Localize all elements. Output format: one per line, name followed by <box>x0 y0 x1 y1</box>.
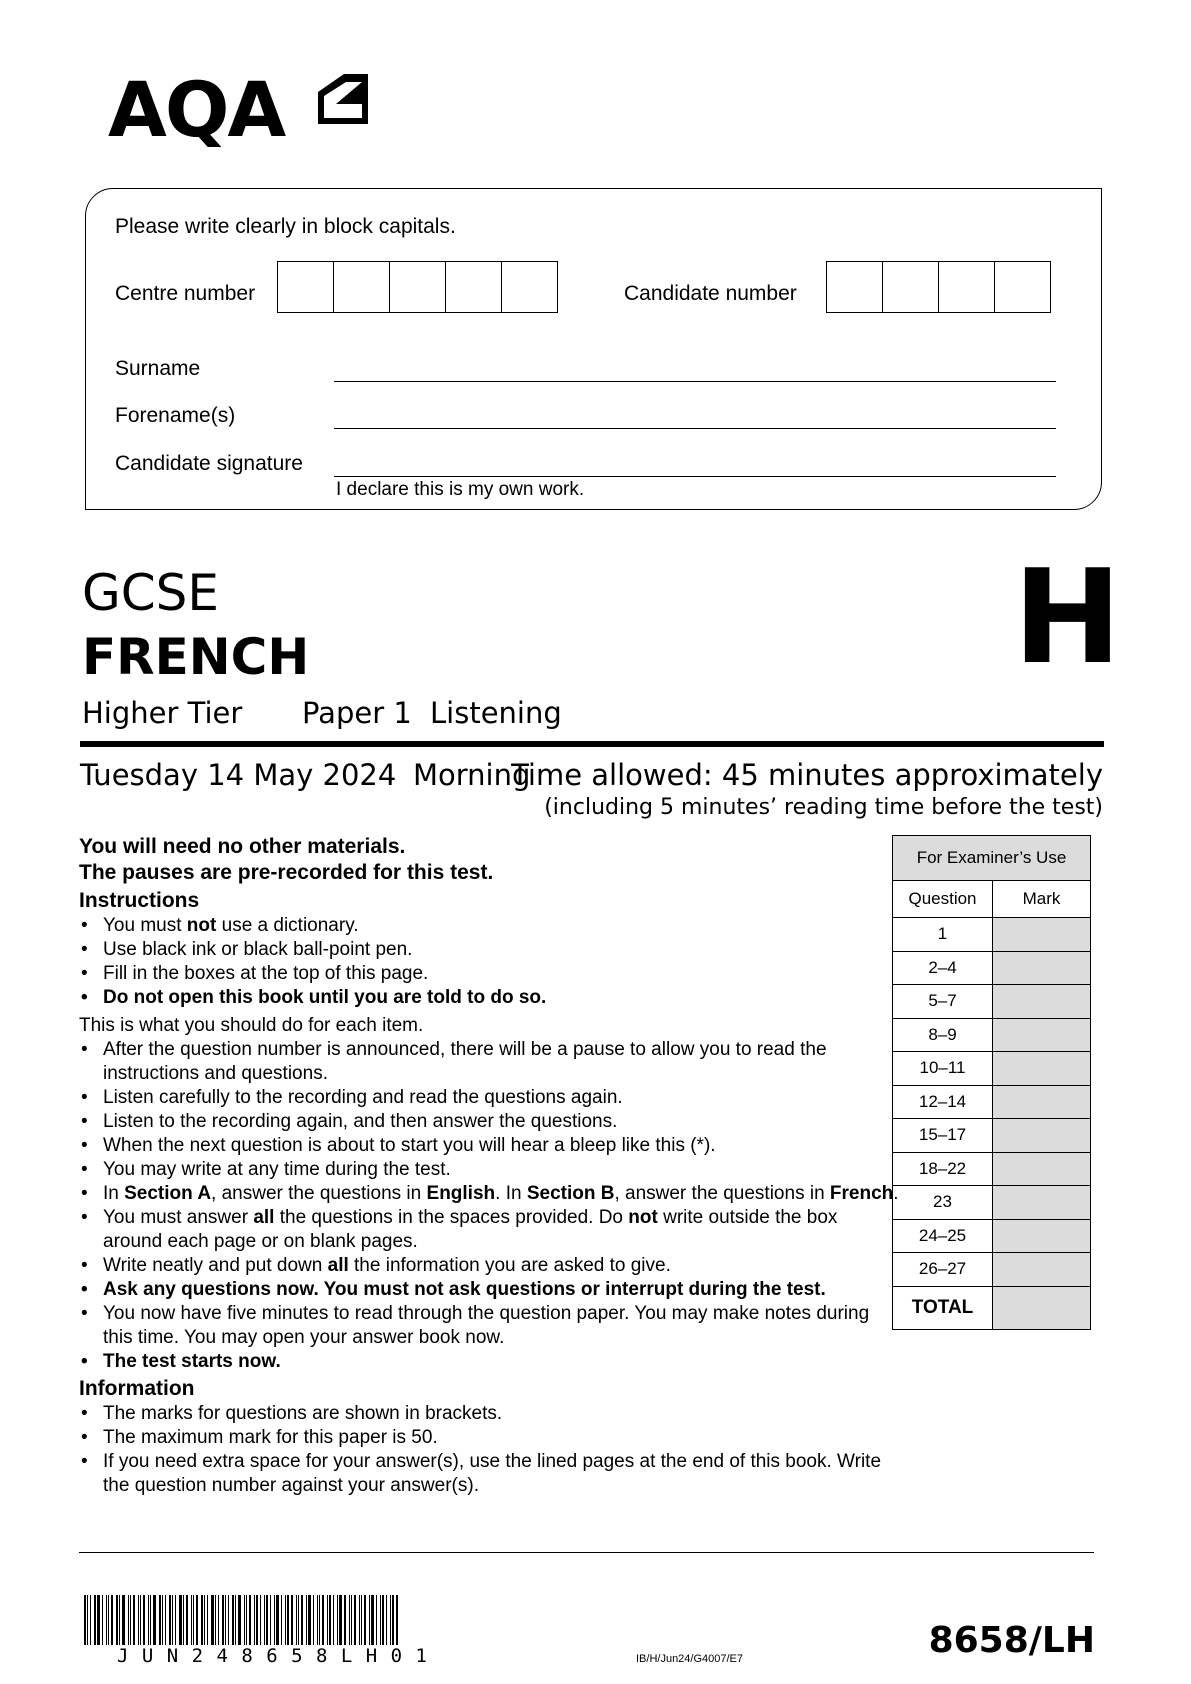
barcode-bar <box>169 1595 171 1645</box>
time-allowed: Time allowed: 45 minutes approximately <box>511 758 1103 792</box>
logo-text: AQA <box>108 65 285 154</box>
examiner-use-table <box>892 835 1091 1330</box>
barcode-bar <box>386 1595 387 1645</box>
reading-time-note: (including 5 minutes’ reading time before the test) <box>544 795 1103 820</box>
barcode-bar <box>102 1595 103 1645</box>
question-column-header: Question <box>893 881 993 918</box>
candidate-digit-box[interactable] <box>827 262 883 312</box>
tier-letter: H <box>1013 541 1122 693</box>
barcode-bar <box>351 1595 352 1645</box>
barcode-bar <box>201 1595 203 1645</box>
total-mark-cell[interactable] <box>993 1286 1091 1329</box>
barcode-bar <box>204 1595 205 1645</box>
instructions-list <box>79 914 899 1010</box>
barcode-bar <box>281 1595 282 1645</box>
exam-session: Morning <box>413 758 531 792</box>
barcode-bar <box>175 1595 176 1645</box>
question-number-cell: 23 <box>893 1186 993 1220</box>
list-item: • You must answer all the questions in the spaces provided. Do not write outside the box around each page or on blank pages. <box>79 1206 899 1254</box>
barcode-bar <box>266 1595 268 1645</box>
question-number-cell: 5–7 <box>893 985 993 1019</box>
list-item: • If you need extra space for your answer(s), use the lined pages at the end of this book. Write the question number against your answer(s). <box>79 1450 899 1498</box>
barcode-bar <box>298 1595 299 1645</box>
barcode-bar <box>84 1595 86 1645</box>
barcode-bar <box>225 1595 226 1645</box>
list-item: • Listen carefully to the recording and read the questions again. <box>79 1086 899 1110</box>
barcode-bar <box>122 1595 125 1645</box>
barcode-bar <box>196 1595 198 1645</box>
barcode-bar <box>287 1595 289 1645</box>
barcode-bar <box>153 1595 156 1645</box>
barcode-bar <box>349 1595 350 1645</box>
centre-number-label: Centre number <box>115 282 256 305</box>
list-item: • Listen to the recording again, and then answer the questions. <box>79 1110 899 1134</box>
candidate-digit-box[interactable] <box>883 262 939 312</box>
barcode-bar <box>143 1595 145 1645</box>
barcode-bar <box>162 1595 163 1645</box>
barcode-bar <box>159 1595 161 1645</box>
mark-cell[interactable] <box>993 1018 1091 1052</box>
mark-cell[interactable] <box>993 1119 1091 1153</box>
barcode-bar <box>361 1595 362 1645</box>
barcode-bar <box>380 1595 381 1645</box>
barcode-bar <box>329 1595 331 1645</box>
barcode-bar <box>339 1595 342 1645</box>
barcode-bar <box>256 1595 258 1645</box>
paper-code: 8658/LH <box>928 1620 1095 1661</box>
barcode-bar <box>274 1595 275 1645</box>
barcode-bar <box>215 1595 216 1645</box>
pauses-note: The pauses are pre-recorded for this test. <box>79 861 494 884</box>
barcode-bar <box>244 1595 245 1645</box>
barcode-bar <box>140 1595 141 1645</box>
table-row <box>893 1152 1091 1186</box>
information-list <box>79 1402 899 1498</box>
centre-digit-box[interactable] <box>390 262 446 312</box>
subject-title: FRENCH <box>82 628 310 686</box>
barcode-bar <box>222 1595 224 1645</box>
barcode-bar <box>150 1595 151 1645</box>
barcode-bar <box>186 1595 188 1645</box>
tier-label: Higher Tier <box>82 696 243 730</box>
barcode-bar <box>317 1595 318 1645</box>
barcode-bar <box>211 1595 214 1645</box>
barcode-bar <box>138 1595 139 1645</box>
barcode-bar <box>296 1595 297 1645</box>
surname-field[interactable] <box>334 381 1056 382</box>
barcode-bar <box>359 1595 360 1645</box>
barcode-bar <box>207 1595 208 1645</box>
question-number-cell: 12–14 <box>893 1085 993 1119</box>
exam-date: Tuesday 14 May 2024 <box>80 758 397 792</box>
barcode-bar <box>238 1595 241 1645</box>
footer-divider <box>79 1552 1094 1553</box>
barcode-bar <box>333 1595 334 1645</box>
barcode-bar <box>369 1595 370 1645</box>
barcode-bar <box>218 1595 219 1645</box>
barcode-bar <box>319 1595 320 1645</box>
mark-cell[interactable] <box>993 1253 1091 1287</box>
barcode <box>84 1595 499 1645</box>
qualification-title: GCSE <box>82 564 219 622</box>
mark-column-header: Mark <box>993 881 1091 918</box>
candidate-number-field[interactable] <box>826 261 1051 313</box>
candidate-digit-box[interactable] <box>939 262 995 312</box>
list-item: • When the next question is about to start you will hear a bleep like this (*). <box>79 1134 899 1158</box>
centre-digit-box[interactable] <box>446 262 502 312</box>
question-number-cell: 26–27 <box>893 1253 993 1287</box>
list-item: • Write neatly and put down all the information you are asked to give. <box>79 1254 899 1278</box>
question-number-cell: 2–4 <box>893 951 993 985</box>
list-item: • Ask any questions now. You must not ask questions or interrupt during the test. <box>79 1278 899 1302</box>
barcode-bar <box>301 1595 303 1645</box>
barcode-bar <box>376 1595 377 1645</box>
barcode-bar <box>285 1595 286 1645</box>
barcode-bar <box>133 1595 135 1645</box>
list-item: • Fill in the boxes at the top of this page. <box>79 962 899 986</box>
list-item: • You must not use a dictionary. <box>79 914 899 938</box>
barcode-bar <box>246 1595 247 1645</box>
table-row <box>893 1253 1091 1287</box>
barcode-bar <box>106 1595 107 1645</box>
item-intro: This is what you should do for each item. <box>79 1015 424 1036</box>
mark-cell[interactable] <box>993 1186 1091 1220</box>
list-item: • The test starts now. <box>79 1350 899 1374</box>
barcode-bar <box>308 1595 311 1645</box>
total-label: TOTAL <box>893 1286 993 1329</box>
barcode-bar <box>306 1595 307 1645</box>
signature-field[interactable] <box>334 476 1056 477</box>
list-item: • In Section A, answer the questions in English. In Section B, answer the questions in French. <box>79 1182 899 1206</box>
centre-digit-box[interactable] <box>502 262 557 312</box>
mark-cell[interactable] <box>993 951 1091 985</box>
barcode-bar <box>130 1595 131 1645</box>
barcode-bar <box>390 1595 391 1645</box>
block-capitals-instruction: Please write clearly in block capitals. <box>115 215 456 238</box>
barcode-bar <box>191 1595 192 1645</box>
barcode-bar <box>264 1595 265 1645</box>
barcode-bar <box>327 1595 328 1645</box>
list-item: • Use black ink or black ball-point pen. <box>79 938 899 962</box>
list-item: • Do not open this book until you are told to do so. <box>79 986 899 1010</box>
surname-label: Surname <box>115 357 201 380</box>
mark-cell[interactable] <box>993 1085 1091 1119</box>
barcode-bar <box>364 1595 366 1645</box>
barcode-bar <box>371 1595 374 1645</box>
barcode-bar <box>116 1595 118 1645</box>
question-number-cell: 15–17 <box>893 1119 993 1153</box>
paper-label: Paper 1 <box>302 696 412 730</box>
logo-leaf-icon <box>314 70 372 128</box>
instructions-heading: Instructions <box>79 889 200 912</box>
barcode-bar <box>128 1595 129 1645</box>
barcode-bar <box>90 1595 91 1645</box>
question-number-cell: 1 <box>893 918 993 952</box>
table-row <box>893 1186 1091 1220</box>
table-row <box>893 1018 1091 1052</box>
table-row <box>893 1119 1091 1153</box>
examiner-use-title: For Examiner’s Use <box>893 836 1091 881</box>
candidate-digit-box[interactable] <box>995 262 1050 312</box>
table-row <box>893 1219 1091 1253</box>
barcode-bar <box>276 1595 279 1645</box>
barcode-bar <box>291 1595 293 1645</box>
barcode-bar <box>228 1595 229 1645</box>
barcode-bar <box>193 1595 194 1645</box>
centre-number-field[interactable] <box>277 261 558 313</box>
item-steps-list <box>79 1038 899 1374</box>
table-row <box>893 1052 1091 1086</box>
question-number-cell: 10–11 <box>893 1052 993 1086</box>
barcode-bar <box>313 1595 314 1645</box>
information-heading: Information <box>79 1377 195 1400</box>
mark-cell[interactable] <box>993 985 1091 1019</box>
paper-reference: IB/H/Jun24/G4007/E7 <box>636 1653 744 1665</box>
mark-cell[interactable] <box>993 918 1091 952</box>
barcode-bar <box>97 1595 100 1645</box>
table-row <box>893 918 1091 952</box>
aqa-logo <box>108 65 285 154</box>
declaration-text: I declare this is my own work. <box>336 479 585 500</box>
barcode-bar <box>119 1595 120 1645</box>
barcode-bar <box>148 1595 149 1645</box>
centre-digit-box[interactable] <box>334 262 390 312</box>
list-item: • The marks for questions are shown in brackets. <box>79 1402 899 1426</box>
table-row <box>893 1085 1091 1119</box>
mark-cell[interactable] <box>993 1152 1091 1186</box>
forename-label: Forename(s) <box>115 404 236 427</box>
barcode-bar <box>337 1595 338 1645</box>
question-number-cell: 8–9 <box>893 1018 993 1052</box>
title-divider <box>80 741 1104 747</box>
barcode-bar <box>87 1595 88 1645</box>
barcode-bar <box>232 1595 234 1645</box>
barcode-bar <box>165 1595 166 1645</box>
list-item: • You may write at any time during the test. <box>79 1158 899 1182</box>
barcode-bar <box>344 1595 346 1645</box>
candidate-number-label: Candidate number <box>624 282 797 305</box>
barcode-bar <box>382 1595 384 1645</box>
instructions-block <box>79 834 899 1498</box>
barcode-bar <box>260 1595 261 1645</box>
barcode-bar <box>172 1595 173 1645</box>
signature-label: Candidate signature <box>115 452 303 475</box>
list-item: • You now have five minutes to read through the question paper. You may make notes during this time. You may open your answer book now. <box>79 1302 899 1350</box>
barcode-bar <box>322 1595 324 1645</box>
barcode-bar <box>108 1595 109 1645</box>
barcode-bar <box>183 1595 184 1645</box>
question-number-cell: 18–22 <box>893 1152 993 1186</box>
barcode-bar <box>111 1595 113 1645</box>
barcode-bar <box>270 1595 271 1645</box>
barcode-bar <box>354 1595 356 1645</box>
materials-note: You will need no other materials. <box>79 835 406 858</box>
centre-digit-box[interactable] <box>278 262 334 312</box>
barcode-bar <box>249 1595 251 1645</box>
barcode-bar <box>396 1595 398 1645</box>
barcode-bar <box>392 1595 394 1645</box>
mark-cell[interactable] <box>993 1219 1091 1253</box>
forename-field[interactable] <box>334 428 1056 429</box>
question-number-cell: 24–25 <box>893 1219 993 1253</box>
list-item: • After the question number is announced, there will be a pause to allow you to read the instructions and questions. <box>79 1038 899 1086</box>
table-row <box>893 985 1091 1019</box>
list-item: • The maximum mark for this paper is 50. <box>79 1426 899 1450</box>
barcode-bar <box>254 1595 255 1645</box>
barcode-bar <box>94 1595 96 1645</box>
barcode-bar <box>179 1595 182 1645</box>
component-label: Listening <box>430 696 562 730</box>
mark-cell[interactable] <box>993 1052 1091 1086</box>
table-row <box>893 951 1091 985</box>
barcode-bar <box>235 1595 236 1645</box>
barcode-text: J U N 2 4 8 6 5 8 L H 0 1 <box>117 1645 428 1667</box>
